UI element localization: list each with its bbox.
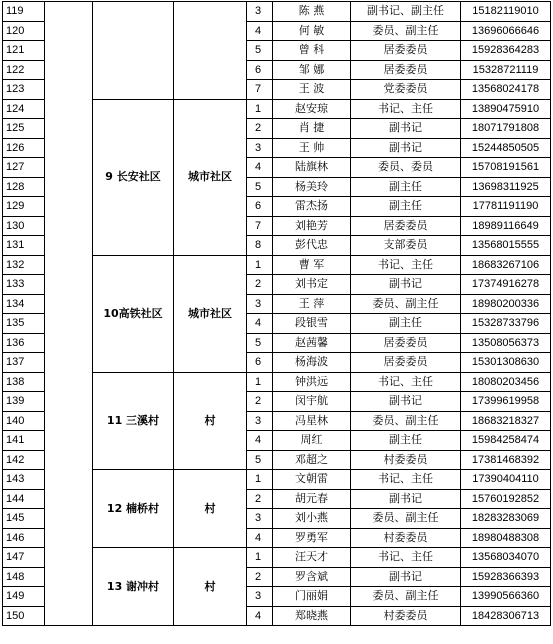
phone-cell: 18683267106	[461, 255, 551, 275]
name-cell: 邹 娜	[273, 60, 351, 80]
row-number-cell: 140	[3, 411, 45, 431]
sequence-cell: 1	[247, 255, 273, 275]
sequence-cell: 6	[247, 197, 273, 217]
position-cell: 居委委员	[351, 216, 461, 236]
name-cell: 杨海波	[273, 353, 351, 373]
position-cell: 书记、主任	[351, 470, 461, 490]
phone-cell: 18683218327	[461, 411, 551, 431]
position-cell: 副书记	[351, 138, 461, 158]
name-cell: 汪天才	[273, 548, 351, 568]
name-cell: 王 帅	[273, 138, 351, 158]
name-cell: 杨美玲	[273, 177, 351, 197]
sequence-cell: 3	[247, 294, 273, 314]
position-cell: 居委委员	[351, 353, 461, 373]
sequence-cell: 3	[247, 138, 273, 158]
position-cell: 党委委员	[351, 80, 461, 100]
sequence-cell: 1	[247, 372, 273, 392]
position-cell: 支部委员	[351, 236, 461, 256]
phone-cell: 18980488308	[461, 528, 551, 548]
community-name-cell	[93, 2, 174, 100]
name-cell: 冯星林	[273, 411, 351, 431]
sequence-cell: 2	[247, 392, 273, 412]
position-cell: 书记、主任	[351, 99, 461, 119]
position-cell: 委员、委员	[351, 158, 461, 178]
name-cell: 罗勇军	[273, 528, 351, 548]
sequence-cell: 2	[247, 119, 273, 139]
sequence-cell: 7	[247, 216, 273, 236]
name-cell: 彭代忠	[273, 236, 351, 256]
row-number-cell: 134	[3, 294, 45, 314]
sequence-cell: 3	[247, 587, 273, 607]
position-cell: 副主任	[351, 314, 461, 334]
phone-cell: 17381468392	[461, 450, 551, 470]
row-number-cell: 136	[3, 333, 45, 353]
name-cell: 王 波	[273, 80, 351, 100]
row-number-cell: 145	[3, 509, 45, 529]
position-cell: 副主任	[351, 177, 461, 197]
row-number-cell: 135	[3, 314, 45, 334]
sequence-cell: 4	[247, 606, 273, 626]
sequence-cell: 8	[247, 236, 273, 256]
row-number-cell: 138	[3, 372, 45, 392]
name-cell: 段银雪	[273, 314, 351, 334]
name-cell: 胡元春	[273, 489, 351, 509]
name-cell: 文朝雷	[273, 470, 351, 490]
position-cell: 书记、主任	[351, 255, 461, 275]
name-cell: 刘小燕	[273, 509, 351, 529]
phone-cell: 13568024178	[461, 80, 551, 100]
community-name-cell: 9 长安社区	[93, 99, 174, 255]
sequence-cell: 2	[247, 275, 273, 295]
position-cell: 副书记	[351, 567, 461, 587]
position-cell: 居委委员	[351, 60, 461, 80]
name-cell: 赵安琼	[273, 99, 351, 119]
phone-cell: 13508056373	[461, 333, 551, 353]
position-cell: 副书记、副主任	[351, 2, 461, 22]
name-cell: 门丽娟	[273, 587, 351, 607]
row-number-cell: 146	[3, 528, 45, 548]
position-cell: 副书记	[351, 119, 461, 139]
row-number-cell: 141	[3, 431, 45, 451]
phone-cell: 13698311925	[461, 177, 551, 197]
phone-cell: 13568015555	[461, 236, 551, 256]
row-number-cell: 144	[3, 489, 45, 509]
position-cell: 书记、主任	[351, 548, 461, 568]
row-number-cell: 119	[3, 2, 45, 22]
sequence-cell: 1	[247, 470, 273, 490]
name-cell: 陈 燕	[273, 2, 351, 22]
position-cell: 委员、副主任	[351, 294, 461, 314]
sequence-cell: 5	[247, 41, 273, 61]
name-cell: 肖 捷	[273, 119, 351, 139]
community-name-cell: 12 楠桥村	[93, 470, 174, 548]
community-name-cell: 11 三溪村	[93, 372, 174, 470]
position-cell: 居委委员	[351, 41, 461, 61]
community-type-cell	[174, 2, 247, 100]
name-cell: 刘艳芳	[273, 216, 351, 236]
community-type-cell: 村	[174, 548, 247, 626]
position-cell: 委员、副主任	[351, 587, 461, 607]
position-cell: 副主任	[351, 431, 461, 451]
sequence-cell: 4	[247, 528, 273, 548]
row-number-cell: 150	[3, 606, 45, 626]
blank-column-cell	[45, 2, 93, 626]
row-number-cell: 139	[3, 392, 45, 412]
sequence-cell: 1	[247, 99, 273, 119]
position-cell: 副书记	[351, 489, 461, 509]
name-cell: 周红	[273, 431, 351, 451]
sequence-cell: 1	[247, 548, 273, 568]
row-number-cell: 124	[3, 99, 45, 119]
name-cell: 何 敏	[273, 21, 351, 41]
name-cell: 曹 军	[273, 255, 351, 275]
position-cell: 村委委员	[351, 606, 461, 626]
sequence-cell: 4	[247, 21, 273, 41]
phone-cell: 18989116649	[461, 216, 551, 236]
position-cell: 委员、副主任	[351, 411, 461, 431]
phone-cell: 15928364283	[461, 41, 551, 61]
row-number-cell: 120	[3, 21, 45, 41]
community-type-cell: 村	[174, 372, 247, 470]
row-number-cell: 121	[3, 41, 45, 61]
row-number-cell: 122	[3, 60, 45, 80]
name-cell: 雷杰扬	[273, 197, 351, 217]
phone-cell: 15244850505	[461, 138, 551, 158]
name-cell: 钟洪远	[273, 372, 351, 392]
phone-cell: 15328721119	[461, 60, 551, 80]
position-cell: 村委委员	[351, 528, 461, 548]
row-number-cell: 137	[3, 353, 45, 373]
phone-cell: 13568034070	[461, 548, 551, 568]
position-cell: 委员、副主任	[351, 21, 461, 41]
phone-cell: 18071791808	[461, 119, 551, 139]
row-number-cell: 149	[3, 587, 45, 607]
phone-cell: 17399619958	[461, 392, 551, 412]
row-number-cell: 147	[3, 548, 45, 568]
position-cell: 委员、副主任	[351, 509, 461, 529]
sequence-cell: 4	[247, 431, 273, 451]
phone-cell: 15182119010	[461, 2, 551, 22]
phone-cell: 13890475910	[461, 99, 551, 119]
sequence-cell: 4	[247, 314, 273, 334]
row-number-cell: 129	[3, 197, 45, 217]
row-number-cell: 123	[3, 80, 45, 100]
row-number-cell: 128	[3, 177, 45, 197]
sequence-cell: 4	[247, 158, 273, 178]
phone-cell: 15708191561	[461, 158, 551, 178]
sequence-cell: 5	[247, 333, 273, 353]
row-number-cell: 130	[3, 216, 45, 236]
sequence-cell: 2	[247, 567, 273, 587]
phone-cell: 15984258474	[461, 431, 551, 451]
staff-table	[2, 1, 551, 626]
staff-table-body	[3, 2, 551, 626]
phone-cell: 17781191190	[461, 197, 551, 217]
phone-cell: 15760192852	[461, 489, 551, 509]
name-cell: 邓超之	[273, 450, 351, 470]
name-cell: 郑晓燕	[273, 606, 351, 626]
phone-cell: 15328733796	[461, 314, 551, 334]
row-number-cell: 143	[3, 470, 45, 490]
row-number-cell: 132	[3, 255, 45, 275]
row-number-cell: 148	[3, 567, 45, 587]
row-number-cell: 126	[3, 138, 45, 158]
community-name-cell: 13 谢冲村	[93, 548, 174, 626]
table-row	[3, 2, 551, 22]
sequence-cell: 7	[247, 80, 273, 100]
position-cell: 副主任	[351, 197, 461, 217]
sequence-cell: 5	[247, 450, 273, 470]
position-cell: 村委委员	[351, 450, 461, 470]
phone-cell: 17390404110	[461, 470, 551, 490]
phone-cell: 13696066646	[461, 21, 551, 41]
row-number-cell: 133	[3, 275, 45, 295]
sequence-cell: 3	[247, 411, 273, 431]
name-cell: 王 萍	[273, 294, 351, 314]
phone-cell: 18080203456	[461, 372, 551, 392]
name-cell: 赵茜馨	[273, 333, 351, 353]
sequence-cell: 3	[247, 509, 273, 529]
name-cell: 闵宇航	[273, 392, 351, 412]
community-type-cell: 城市社区	[174, 99, 247, 255]
phone-cell: 15301308630	[461, 353, 551, 373]
phone-cell: 15928366393	[461, 567, 551, 587]
row-number-cell: 131	[3, 236, 45, 256]
phone-cell: 18980200336	[461, 294, 551, 314]
row-number-cell: 127	[3, 158, 45, 178]
sequence-cell: 2	[247, 489, 273, 509]
position-cell: 居委委员	[351, 333, 461, 353]
sequence-cell: 6	[247, 60, 273, 80]
name-cell: 陆旗林	[273, 158, 351, 178]
position-cell: 书记、主任	[351, 372, 461, 392]
name-cell: 曾 科	[273, 41, 351, 61]
community-type-cell: 村	[174, 470, 247, 548]
position-cell: 副书记	[351, 392, 461, 412]
row-number-cell: 142	[3, 450, 45, 470]
community-type-cell: 城市社区	[174, 255, 247, 372]
row-number-cell: 125	[3, 119, 45, 139]
name-cell: 刘书定	[273, 275, 351, 295]
phone-cell: 18283283069	[461, 509, 551, 529]
name-cell: 罗含斌	[273, 567, 351, 587]
sequence-cell: 5	[247, 177, 273, 197]
position-cell: 副书记	[351, 275, 461, 295]
sequence-cell: 6	[247, 353, 273, 373]
sequence-cell: 3	[247, 2, 273, 22]
community-name-cell: 10高铁社区	[93, 255, 174, 372]
phone-cell: 13990566360	[461, 587, 551, 607]
phone-cell: 17374916278	[461, 275, 551, 295]
phone-cell: 18428306713	[461, 606, 551, 626]
